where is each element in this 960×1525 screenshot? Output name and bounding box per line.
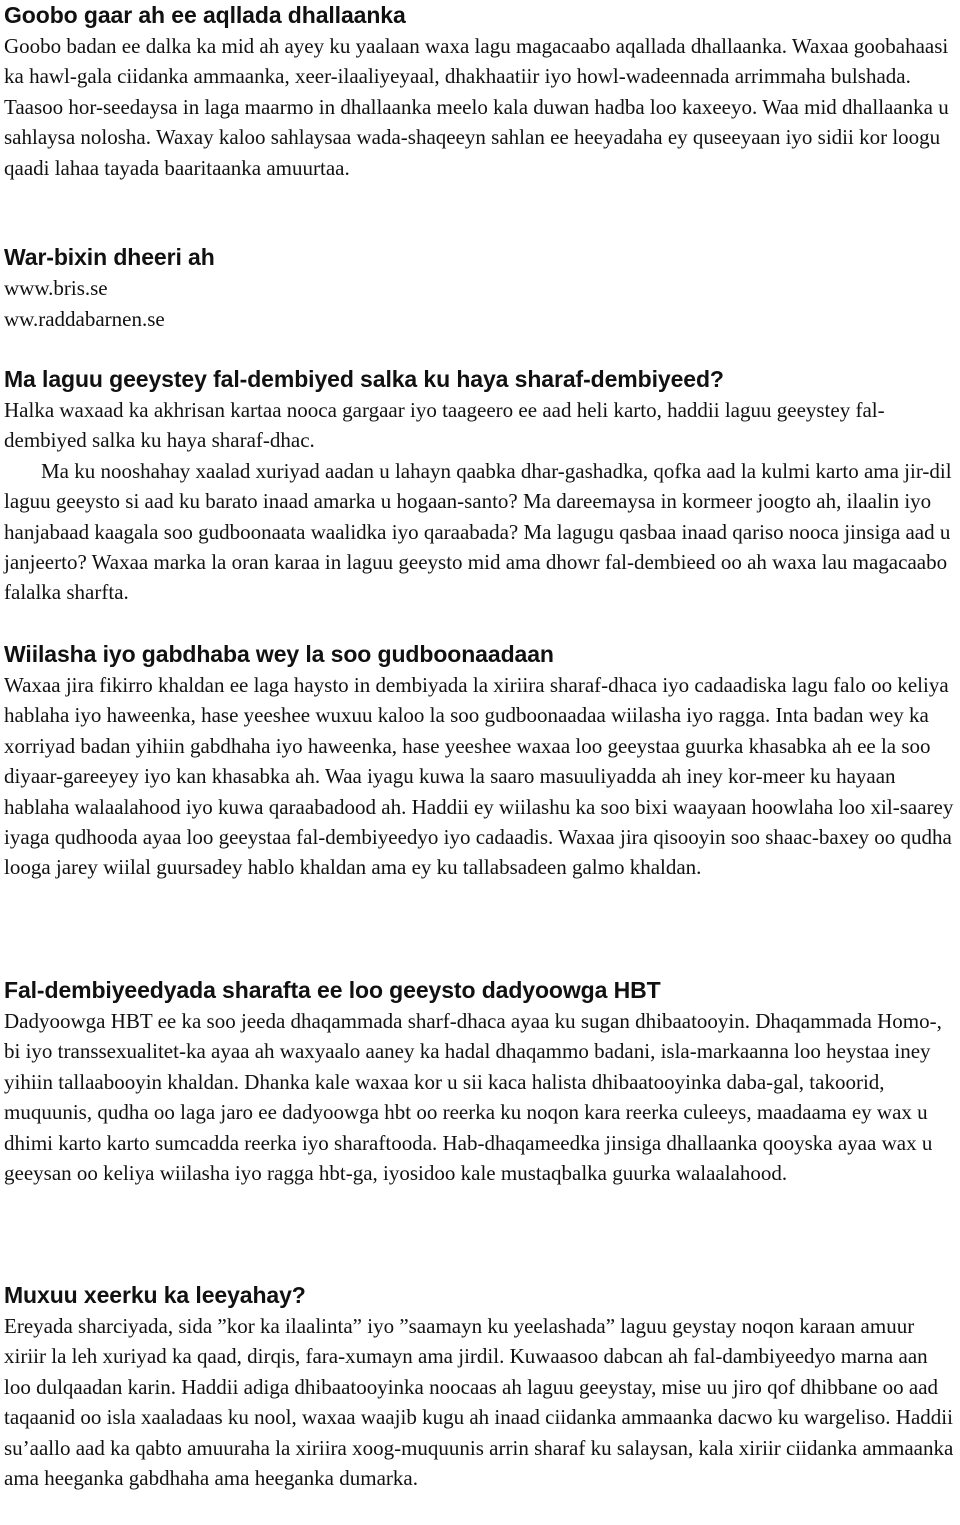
section-heading: Wiilasha iyo gabdhaba wey la soo gudboonaadaan	[4, 641, 554, 667]
link-raddabarnen[interactable]: ww.raddabarnen.se	[4, 306, 165, 331]
section-boys-and-girls	[4, 640, 954, 883]
section-heading: Goobo gaar ah ee aqllada dhallaanka	[4, 2, 406, 28]
section-paragraph: Dadyoowga HBT ee ka soo jeeda dhaqammada sharf-dhaca ayaa ku sugan dhibaatooyin. Dhaqammada Homo-, bi iyo transsexualitet-ka ayaa ah waxyaalo aaney ka hadal dhaqammo badani, isla-markaanna loo heystaa iney yihiin tallaabooyin khaldan. Dhanka kale waxaa kor u sii kaca halista dhibaatooyinka daba-gal, takoorid, muquunis, qudha oo laga jaro ee dadyoowga hbt oo reerka ku noqon kara reerka culeeys, maadaama ey wax u dhimi karto karto sumcadda reerka iyo sharaftooda. Hab-dhaqameedka jinsiga dhallaanka qooyska ayaa wax u geeysan oo keliya wiilasha iyo ragga hbt-ga, iyosidoo kale mustaqbalka guurka walaalahood.	[4, 1009, 942, 1186]
section-law	[4, 1281, 954, 1493]
section-heading: Ma laguu geeystey fal-dembiyed salka ku haya sharaf-dembiyeed?	[4, 366, 724, 392]
section-hbt	[4, 976, 954, 1188]
section-paragraph: Ma ku nooshahay xaalad xuriyad aadan u lahayn qaabka dhar-gashadka, qofka aad la kulmi karto ama jir-dil laguu geeysto si aad ku barato inaad amarka u hogaan-santo? Ma dareemaysa in kormeer joogto ah, ilaalin iyo hanjabaad kaagala soo gudboonaata waalidka iyo qaraabada? Ma lagugu qasbaa inaad qariso nooca jinsiga aad u janjeerto? Waxaa marka la oran karaa in laguu geeysto mid ama dhowr fal-dembieed oo ah waxa lau magacaabo falalka sharfta.	[4, 458, 952, 605]
section-honor-crime-question	[4, 365, 954, 608]
section-paragraph: Halka waxaad ka akhrisan kartaa nooca gargaar iyo taageero ee aad heli karto, haddii laguu geeystey fal-dembiyed salka ku haya sharaf-dhac.	[4, 398, 885, 453]
section-heading: Muxuu xeerku ka leeyahay?	[4, 1282, 306, 1308]
section-more-info	[4, 243, 215, 334]
section-heading: War-bixin dheeri ah	[4, 244, 215, 270]
link-bris[interactable]: www.bris.se	[4, 276, 108, 300]
section-children-houses	[4, 1, 954, 183]
section-paragraph: Ereyada sharciyada, sida ”kor ka ilaalinta” iyo ”saamayn ku yeelashada” laguu geystay noqon karaan amuur xiriir la leh xuriyad ka qaad, dirqis, fara-xumayn ama jirdil. Kuwaasoo dabcan ah fal-dambiyeedyo marna aan loo dulqaadan karin. Haddii adiga dhibaatooyinka noocaas ah laguu geeystay, mise uu jiro qof dhibbane oo aad taqaanid oo isla xaaladaas ku nool, waxaa waajib kugu ah inaad ciidanka ammaanka dacwo ku wargeliso. Haddii su’aallo aad ka qabto amuuraha la xiriira xoog-muquunis arrin sharaf ku salaysan, kala xiriir ciidanka ammaanka ama heeganka gabdhaha ama heeganka dumarka.	[4, 1314, 954, 1491]
section-paragraph: Goobo badan ee dalka ka mid ah ayey ku yaalaan waxa lagu magacaabo aqallada dhallaanka. Waxaa goobahaasi ka hawl-gala ciidanka ammaanka, xeer-ilaaliyeyaal, dhakhaatiir iyo howl-wadeennada arrimmaha bulshada. Taasoo hor-seedaysa in laga maarmo in dhallaanka meelo kala duwan hadba loo kaxeeyo. Waa mid dhallaanka u sahlaysa nolosha. Waxay kaloo sahlaysaa wada-shaqeeyn sahlan ee heeyadaha ey quseeyaan iyo sidii kor loogu qaadi lahaa tayada baaritaanka amuurtaa.	[4, 34, 949, 180]
section-paragraph: Waxaa jira fikirro khaldan ee laga haysto in dembiyada la xiriira sharaf-dhaca iyo cadaadiska lagu falo oo keliya hablaha iyo haweenka, hase yeeshee wuxuu kaloo la soo gudboonaadaa wiilasha iyo ragga. Inta badan wey ka xorriyad badan yihiin gabdhaha iyo haweenka, hase yeeshee waxaa loo geeystaa guurka khasabka ah ee la soo diyaar-gareeyey iyo kan khasabka ah. Waa iyagu kuwa la saaro masuuliyadda ah iney kor-meer ku hayaan hablaha walaalahood iyo kuwa qaraabadood ah. Haddii ey wiilashu ka soo bixi waayaan hoowlaha loo xil-saarey iyaga qudhooda ayaa loo geeystaa fal-dembiyeedyo iyo cadaadis. Waxaa jira qisooyin soo shaac-baxey oo qudha looga jarey wiilal guursadey hablo khaldan ama ey ku tallabsadeen galmo khaldan.	[4, 673, 954, 880]
section-heading: Fal-dembiyeedyada sharafta ee loo geeysto dadyoowga HBT	[4, 977, 661, 1003]
